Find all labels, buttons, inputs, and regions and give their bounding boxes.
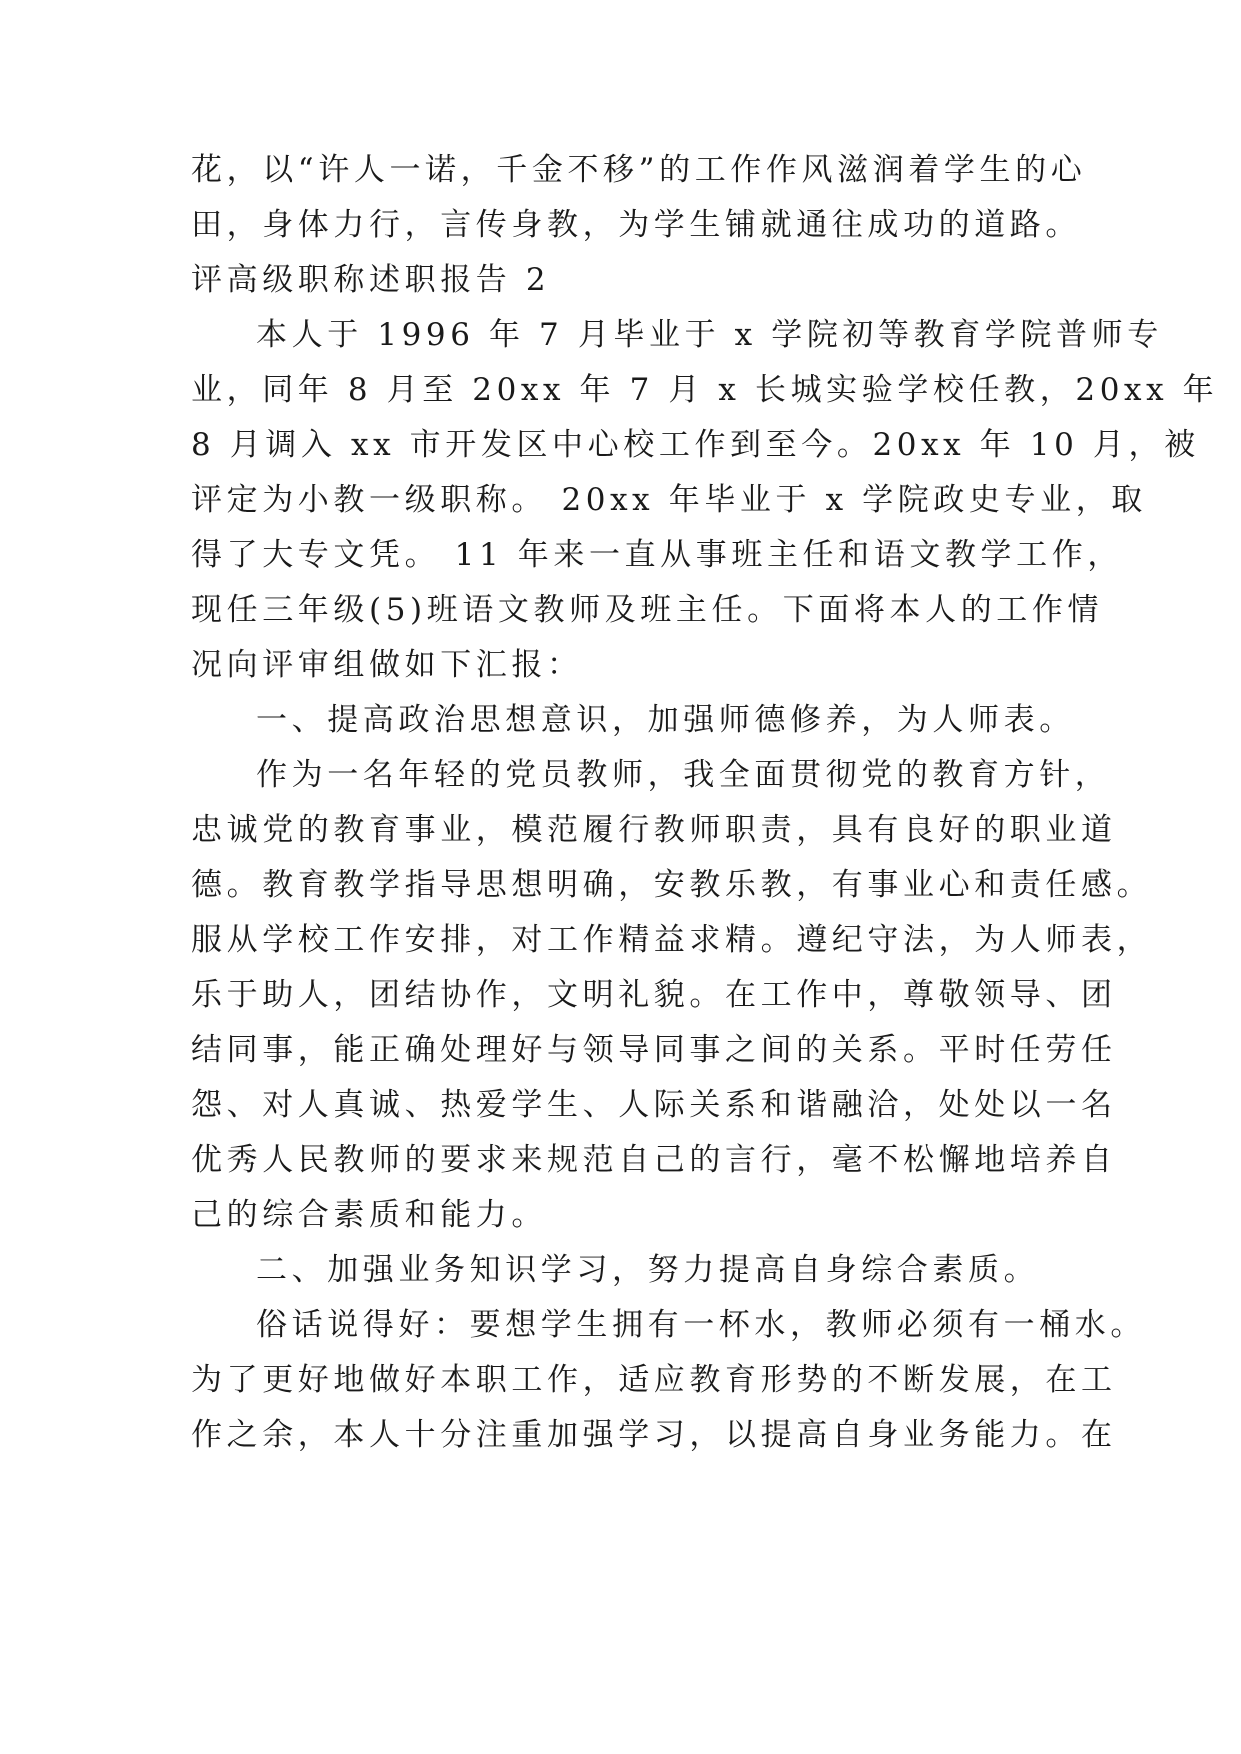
text-line: 为了更好地做好本职工作，适应教育形势的不断发展，在工 <box>191 1362 1117 1398</box>
text-line: 况向评审组做如下汇报： <box>191 647 583 683</box>
text-line: 评定为小教一级职称。 20xx 年毕业于 x 学院政史专业，取 <box>191 482 1147 518</box>
text-line: 结同事，能正确处理好与领导同事之间的关系。平时任劳任 <box>191 1032 1117 1068</box>
section-title: 评高级职称述职报告 2 <box>191 262 551 298</box>
text-line: 现任三年级(5)班语文教师及班主任。下面将本人的工作情 <box>191 592 1104 628</box>
text-line: 业，同年 8 月至 20xx 年 7 月 x 长城实验学校任教，20xx 年 <box>191 372 1219 408</box>
text-line: 乐于助人，团结协作，文明礼貌。在工作中，尊敬领导、团 <box>191 977 1117 1013</box>
text-line: 作之余，本人十分注重加强学习，以提高自身业务能力。在 <box>191 1417 1117 1453</box>
text-line: 服从学校工作安排，对工作精益求精。遵纪守法，为人师表， <box>191 922 1153 958</box>
text-line: 怨、对人真诚、热爱学生、人际关系和谐融洽，处处以一名 <box>191 1087 1117 1123</box>
text-line: 作为一名年轻的党员教师，我全面贯彻党的教育方针， <box>256 757 1111 793</box>
text-line: 本人于 1996 年 7 月毕业于 x 学院初等教育学院普师专 <box>256 317 1163 353</box>
text-line: 优秀人民教师的要求来规范自己的言行，毫不松懈地培养自 <box>191 1142 1117 1178</box>
heading-one: 一、提高政治思想意识，加强师德修养，为人师表。 <box>256 702 1075 738</box>
text-line: 田，身体力行，言传身教，为学生铺就通往成功的道路。 <box>191 207 1081 243</box>
text-line: 己的综合素质和能力。 <box>191 1197 547 1233</box>
text-line: 花，以“许人一诺，千金不移”的工作作风滋润着学生的心 <box>191 152 1087 188</box>
text-line: 忠诚党的教育事业，模范履行教师职责，具有良好的职业道 <box>191 812 1117 848</box>
text-line: 8 月调入 xx 市开发区中心校工作到至今。20xx 年 10 月，被 <box>191 427 1200 463</box>
text-line: 俗话说得好：要想学生拥有一杯水，教师必须有一桶水。 <box>256 1307 1146 1343</box>
text-line: 德。教育教学指导思想明确，安教乐教，有事业心和责任感。 <box>191 867 1153 903</box>
text-line: 得了大专文凭。 11 年来一直从事班主任和语文教学工作， <box>191 537 1123 573</box>
heading-two: 二、加强业务知识学习，努力提高自身综合素质。 <box>256 1252 1040 1288</box>
